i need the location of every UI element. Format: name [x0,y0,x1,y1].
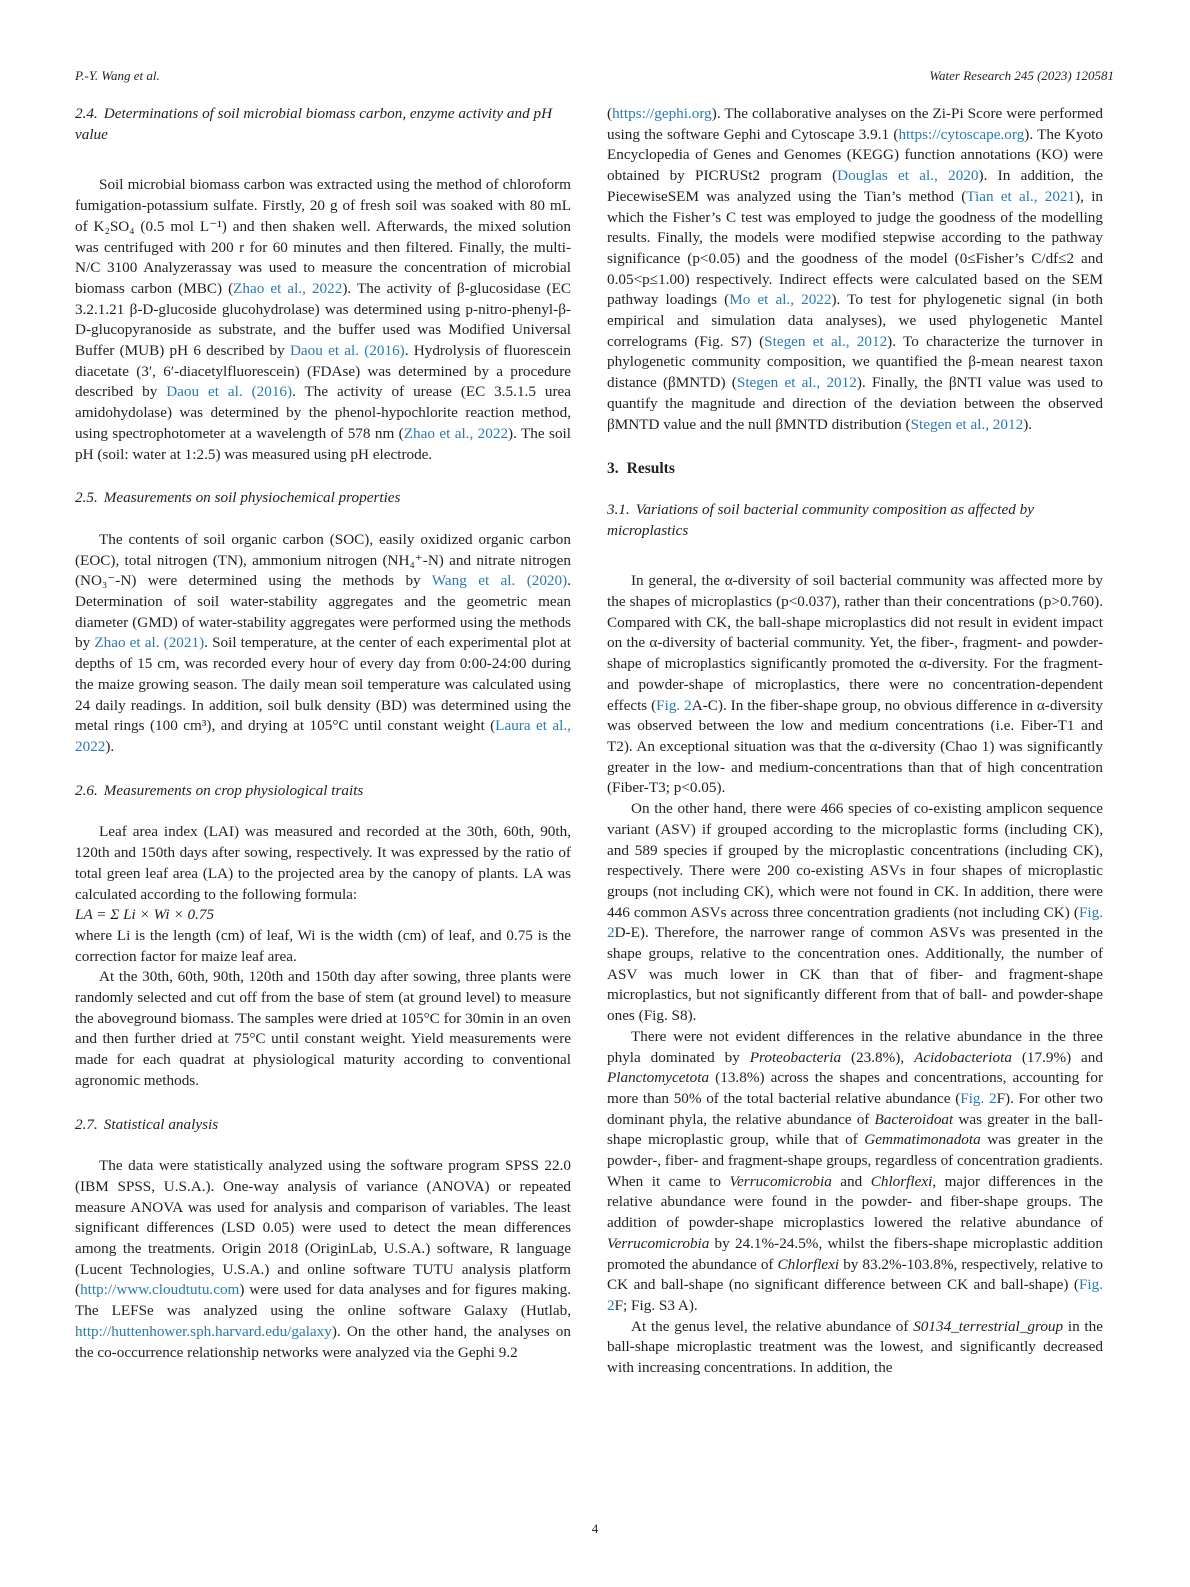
citation-link[interactable]: Zhao et al., 2022 [403,424,509,442]
taxon-name: Gemmatimonadota [864,1131,981,1149]
citation-link[interactable]: Daou et al. (2016) [166,383,293,401]
section-number: 2.6. [75,781,98,799]
section-3-1-paragraph-2: On the other hand, there were 466 species of co-existing amplicon sequence variant (ASV) if grouped according to the microplastic forms (including CK), and 589 species if grouped by the microplastic concentrations (including CK), respectively. There were 200 co-existing ASVs in four shapes of microplastic groups (not including CK), which were not found in CK. In addition, there were 446 common ASVs across three concentration gradients (not including CK) (Fig. 2D-E). Therefore, the narrower range of common ASVs was presented in the shape groups, relative to the concentration ones. Additionally, the number of ASV was much lower in CK than that of fiber- and fragment-shape microplastics, but not significantly different from that of ball- and powder-shape ones (Fig. S8). [607,800,1103,1025]
citation-link[interactable]: Tian et al., 2021 [966,187,1076,205]
section-2-7-heading [75,1115,571,1136]
section-2-6-paragraph-1: Leaf area index (LAI) was measured and recorded at the 30th, 60th, 90th, 120th and 150th days after sowing, respectively. It was expressed by the ratio of total green leaf area (LA) to the projected area by the canopy of plants. LA was calculated according to the following formula: [75,823,571,903]
citation-link[interactable]: Mo et al., 2022 [729,291,832,309]
citation-link[interactable]: Zhao et al., 2022 [233,279,343,297]
taxon-name: Verrucomicrobia [729,1172,832,1190]
section-title: Measurements on soil physiochemical properties [103,489,401,507]
taxon-name: Chlorflexi [870,1172,933,1190]
section-2-5-paragraph: The contents of soil organic carbon (SOC), easily oxidized organic carbon (EOC), total nitrogen (TN), ammonium nitrogen (NH₄⁺-N) and nitrate nitrogen (NO₃⁻-N) were determined using the methods by Wang et al. (2020). Determination of soil water-stability aggregates and the geometric mean diameter (GMD) of water-stability aggregates were performed using the methods by Zhao et al. (2021). Soil temperature, at the center of each experimental plot at depths of 15 cm, was recorded every hour of every day from 0:00-24:00 during the maize growing season. The daily mean soil temperature was calculated using 24 daily readings. In addition, soil bulk density (BD) was determined using the metal rings (100 cm³), and drying at 105°C until constant weight (Laura et al., 2022). [75,530,571,755]
section-title: Results [626,460,675,478]
section-2-4-paragraph: Soil microbial biomass carbon was extracted using the method of chloroform fumigation-potassium sulfate. Firstly, 20 g of fresh soil was soaked with 80 mL of K₂SO₄ (0.5 mol L⁻¹) and then shaken well. Afterwards, the mixed solution was centrifuged with 200 r for 60 minutes and then filtered. Finally, the multi-N/C 3100 Analyzerassay was used to measure the concentration of microbial biomass carbon (MBC) (Zhao et al., 2022). The activity of β-glucosidase (EC 3.2.1.21 β-D-glucoside glucohydrolase) was determined using p-nitro-phenyl-β-D-glucopyranoside as substrate, and the buffer used was Modified Universal Buffer (MUB) pH 6 described by Daou et al. (2016). Hydrolysis of fluorescein diacetate (3′, 6′-diacetylfluorescein) (FDAse) was determined by a procedure described by Daou et al. (2016). The activity of urease (EC 3.5.1.5 urea amidohydolase) was determined by the phenol-hypochlorite reaction method, using spectrophotometer at a wavelength of 578 nm (Zhao et al., 2022). The soil pH (soil: water at 1:2.5) was measured using pH electrode. [75,176,571,463]
taxon-name: Planctomycetota [607,1069,710,1087]
section-3-1-paragraph-4: At the genus level, the relative abundance of S0134_terrestrial_group in the ball-shape microplastic treatment was the lowest, and significantly decreased with increasing concentrations. In addition, the [607,1317,1103,1377]
running-header-journal: Water Research 245 (2023) 120581 [929,68,1114,83]
citation-link[interactable]: Wang et al. (2020) [431,572,568,590]
leaf-area-formula: LA = Σ Li × Wi × 0.75 [75,906,215,924]
citation-link[interactable]: Stegen et al., 2012 [764,332,888,350]
taxon-name: Proteobacteria [749,1048,842,1066]
section-2-7-continued-paragraph: (https://gephi.org). The collaborative analyses on the Zi-Pi Score were performed using the software Gephi and Cytoscape 3.9.1 (https://cytoscape.org). The Kyoto Encyclopedia of Genes and Genomes (KEGG) function annotations (KO) were obtained by PICRUSt2 program (Douglas et al., 2020). In addition, the PiecewiseSEM was analyzed using the Tian’s method (Tian et al., 2021), in which the Fisher’s C test was employed to judge the goodness of the modelling results. Finally, the models were modified stepwise according to the pathway significance (p<0.05) and the goodness of the model (0≤Fisher’s C/df≤2 and 0.05<p≤1.00) respectively. Indirect effects were calculated based on the SEM pathway loadings (Mo et al., 2022). To test for phylogenetic signal (in both empirical and simulation data analyses), we used phylogenetic Mantel correlograms (Fig. S7) (Stegen et al., 2012). To characterize the turnover in phylogenetic community composition, we quantified the β-mean nearest taxon distance (βMNTD) (Stegen et al., 2012). Finally, the βNTI value was used to quantify the magnitude and direction of the deviation between the observed βMNTD value and the null βMNTD distribution (Stegen et al., 2012). [607,105,1104,433]
section-2-6-paragraph-2: where Li is the length (cm) of leaf, Wi is the width (cm) of leaf, and 0.75 is the correction factor for maize leaf area. [75,926,571,965]
running-header-authors: P.-Y. Wang et al. [75,68,160,83]
taxon-name: Chlorflexi [777,1255,840,1273]
left-column [75,104,571,1363]
section-title: Determinations of soil microbial biomass carbon, enzyme activity and pH value [75,105,553,143]
section-2-7-paragraph: The data were statistically analyzed using the software program SPSS 22.0 (IBM SPSS, U.S.A.). One-way analysis of variance (ANOVA) or repeated measure ANOVA was used for analysis and comparison of variables. The least significant differences (LSD 0.05) were used to detect the mean differences among the treatments. Origin 2018 (OriginLab, U.S.A.) software, R language (Lucent Technologies, U.S.A.) and online software TUTU analysis platform (http://www.cloudtutu.com) were used for data analyses and for figures making. The LEFSe was analyzed using the online software Galaxy (Hutlab, http://huttenhower.sph.harvard.edu/galaxy). On the other hand, the analyses on the co-occurrence relationship networks were analyzed via the Gephi 9.2 [75,1157,571,1361]
url-link[interactable]: http://huttenhower.sph.harvard.edu/galaxy [75,1322,332,1340]
section-title: Statistical analysis [103,1115,219,1133]
figure-link[interactable]: Fig. 2 [960,1089,997,1107]
taxon-name: Verrucomicrobia [607,1234,710,1252]
citation-link[interactable]: Zhao et al. (2021) [94,634,205,652]
citation-link[interactable]: Laura et al., 2022 [75,717,571,755]
section-3-1-paragraph-3: There were not evident differences in the relative abundance in the three phyla dominated by Proteobacteria (23.8%), Acidobacteriota (17.9%) and Planctomycetota (13.8%) across the shapes and concentrations, accounting for more than 50% of the total bacterial relative abundance (Fig. 2F). For other two dominant phyla, the relative abundance of Bacteroidoat was greater in the ball-shape microplastic group, while that of Gemmatimonadota was greater in the powder-, fiber- and fragment-shape groups, regardless of concentration gradients. When it came to Verrucomicrobia and Chlorflexi, major differences in the relative abundance were found in the powder- and fiber-shape groups. The addition of powder-shape microplastics lowered the relative abundance of Verrucomicrobia by 24.1%-24.5%, whilst the fibers-shape microplastic addition promoted the abundance of Chlorflexi by 83.2%-103.8%, respectively, relative to CK and ball-shape (no significant difference between CK and ball-shape) (Fig. 2F; Fig. S3 A). [607,1027,1104,1314]
taxon-name: Bacteroidoat [874,1110,954,1128]
taxon-name: Acidobacteriota [914,1048,1012,1066]
url-link[interactable]: https://cytoscape.org [898,125,1025,143]
section-number: 2.4. [75,105,98,122]
url-link[interactable]: https://gephi.org [612,105,712,122]
results-heading [607,459,1103,480]
section-title: Variations of soil bacterial community composition as affected by microplastics [607,500,1034,539]
section-number: 3. [607,460,619,478]
figure-link[interactable]: Fig. 2 [607,1276,1103,1314]
section-2-6-heading [75,781,571,802]
page-number: 4 [591,1521,599,1536]
citation-link[interactable]: Stegen et al., 2012 [910,415,1024,433]
figure-link[interactable]: Fig. 2 [656,696,692,714]
citation-link[interactable]: Daou et al. (2016) [289,342,405,360]
right-column [607,104,1103,1379]
section-number: 2.5. [75,489,98,507]
section-title: Measurements on crop physiological traits [103,781,364,799]
section-2-4-heading [75,104,571,145]
section-3-1-heading [607,500,1103,541]
figure-link[interactable]: Fig. 2 [607,903,1103,942]
citation-link[interactable]: Stegen et al., 2012 [736,374,857,392]
taxon-name: S0134_terrestrial_group [913,1317,1064,1335]
section-2-6-paragraph-3: At the 30th, 60th, 90th, 120th and 150th day after sowing, three plants were randomly selected and cut off from the base of stem (at ground level) to measure the aboveground biomass. The samples were dried at 105°C for 30min in an oven and then further dried at 75°C until constant weight. Yield measurements were made for each quadrat at physiological maturity according to conventional agronomic methods. [75,968,571,1089]
citation-link[interactable]: Douglas et al., 2020 [837,167,979,185]
section-number: 3.1. [607,500,630,518]
section-3-1-paragraph-1: In general, the α-diversity of soil bacterial community was affected more by the shapes of microplastics (p<0.037), rather than their concentrations (p>0.760). Compared with CK, the ball-shape microplastics did not result in evident impact on the α-diversity of bacterial community. Yet, the fiber-, fragment- and powder-shape of microplastics significantly promoted the α-diversity. For the fragment- and powder-shape of microplastics, there were no concentration-dependent effects (Fig. 2A-C). In the fiber-shape group, no obvious difference in α-diversity was observed between the low and medium concentrations (i.e. Fiber-T1 and T2). An exceptional situation was that the α-diversity (Chao 1) was significantly greater in the low- and medium-concentrations than that of high concentration (Fiber-T3; p<0.05). [607,572,1103,797]
url-link[interactable]: http://www.cloudtutu.com [80,1281,240,1299]
section-number: 2.7. [75,1115,98,1133]
section-2-5-heading [75,488,571,509]
